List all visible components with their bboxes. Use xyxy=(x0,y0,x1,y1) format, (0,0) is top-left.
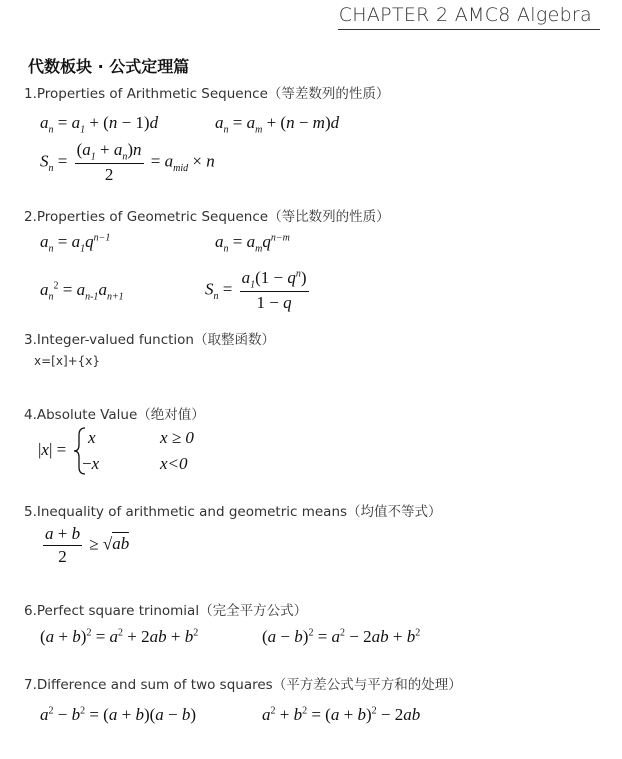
formula-square-of-difference: $(a - b)^2 = a^2 - 2ab + b^2$ xyxy=(262,627,421,646)
formula-geo-mean-square: $a_n^2 = a_{n-1}a_{n+1}$ xyxy=(40,280,124,303)
formula-geo-mth-term: $a_n = a_mq^{n-m}$ xyxy=(215,232,290,255)
section-2-title: 2.Properties of Geometric Sequence（等比数列的性质） xyxy=(24,209,390,225)
section-3-title: 3.Integer-valued function（取整函数） xyxy=(24,332,275,348)
formula-abs-lhs: |x| = xyxy=(38,440,67,459)
formula-arith-nth-term: $a_n = a_1 + (n - 1)d$ xyxy=(40,113,159,136)
formula-abs-case2: −x xyxy=(82,454,100,473)
formula-am-gm: $\frac{a + b}{2}$ ≥ √ab xyxy=(45,524,130,566)
formula-geo-sum: $S_n$ = $\frac{a_1(1 - q^n)}{1 - q}$ xyxy=(205,268,307,313)
section-4-title: 4.Absolute Value（绝对值） xyxy=(24,407,205,423)
formula-arith-mth-term: $a_n = a_m + (n - m)d$ xyxy=(215,113,340,136)
section-5-title: 5.Inequality of arithmetic and geometric means（均值不等式） xyxy=(24,504,442,520)
section-7-title: 7.Difference and sum of two squares（平方差公式与平方和的处理） xyxy=(24,677,462,693)
section-6-title: 6.Perfect square trinomial（完全平方公式） xyxy=(24,603,308,619)
formula-abs-case1: x xyxy=(88,428,96,447)
formula-abs-cond2: x<0 xyxy=(160,454,188,473)
formula-integer-part: x=[x]+{x} xyxy=(34,354,101,368)
formula-difference-of-squares: $a^2 - b^2 = (a + b)(a - b)$ xyxy=(40,705,197,724)
section-1-title: 1.Properties of Arithmetic Sequence（等差数列的性质） xyxy=(24,86,390,102)
formula-sum-of-squares: $a^2 + b^2 = (a + b)^2 - 2ab$ xyxy=(262,705,421,724)
block-title: 代数板块 · 公式定理篇 xyxy=(28,57,190,76)
formula-arith-sum: $S_n$ = $\frac{(a_1 + a_n)n}{2}$ = $a_{mid} \times n$ xyxy=(40,140,215,185)
formula-geo-nth-term: $a_n = a_1q^{n-1}$ xyxy=(40,232,111,255)
formula-square-of-sum: $(a + b)^2 = a^2 + 2ab + b^2$ xyxy=(40,627,199,646)
chapter-header: CHAPTER 2 AMC8 Algebra xyxy=(338,4,592,26)
formula-abs-cond1: x ≥ 0 xyxy=(160,428,194,447)
header-rule xyxy=(338,29,600,30)
